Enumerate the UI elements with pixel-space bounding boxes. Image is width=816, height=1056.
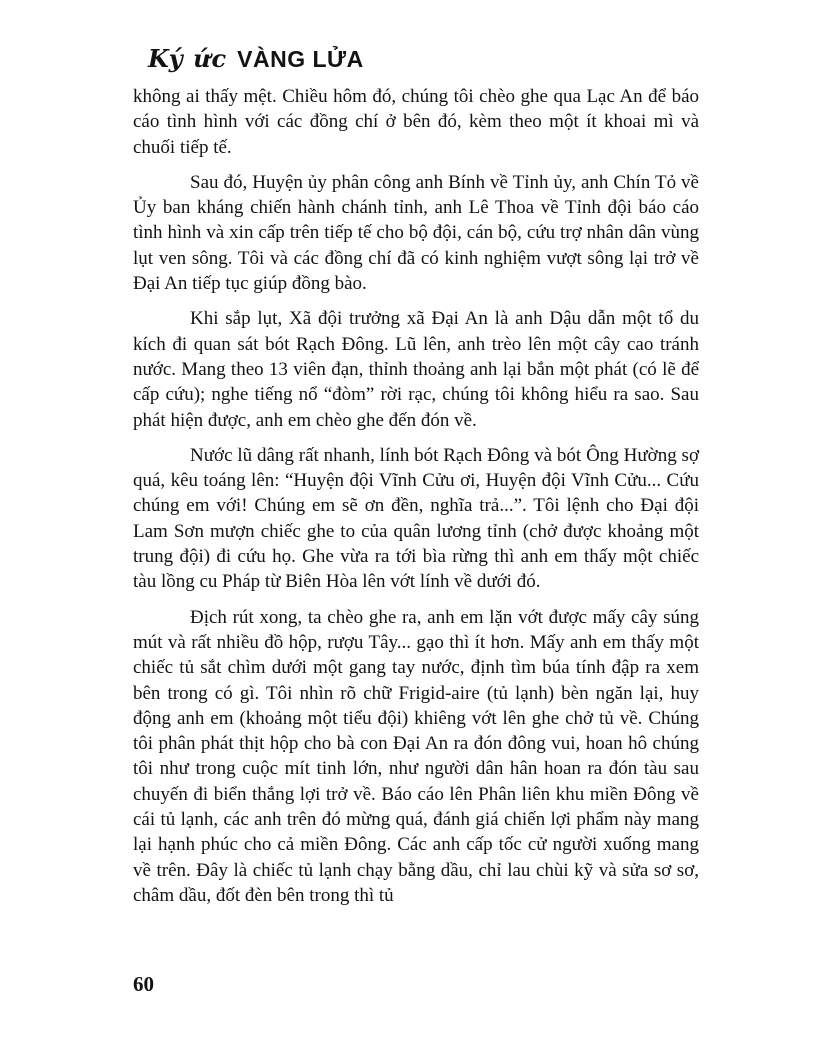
header-series-title: Ký ức [148,44,228,73]
paragraph: Khi sắp lụt, Xã đội trưởng xã Đại An là anh Dậu dẫn một tổ du kích đi quan sát bót Rạch Đông. Lũ lên, anh trèo lên một cây cao tránh nước. Mang theo 13 viên đạn, thỉnh thoảng anh lại bắn một phát (có lẽ để cấp cứu); nghe tiếng nổ “đòm” rời rạc, chúng tôi không hiểu ra sao. Sau phát hiện được, anh em chèo ghe đến đón về. [133,308,699,431]
page-number: 60 [133,972,154,996]
paragraph: Sau đó, Huyện ủy phân công anh Bính về Tỉnh ủy, anh Chín Tỏ về Ủy ban kháng chiến hành chánh tỉnh, anh Lê Thoa về Tỉnh đội báo cáo tình hình và xin cấp trên tiếp tế cho bộ đội, cán bộ, cứu trợ nhân dân vùng lụt ven sông. Tôi và các đồng chí đã có kinh nghiệm vượt sông lại trở về Đại An tiếp tục giúp đồng bào. [133,171,699,295]
running-header [148,44,364,73]
paragraph: Địch rút xong, ta chèo ghe ra, anh em lặn vớt được mấy cây súng mút và rất nhiều đồ hộp, rượu Tây... gạo thì ít hơn. Mấy anh em thấy một chiếc tủ sắt chìm dưới một gang tay nước, định tìm búa tính đập ra xem bên trong có gì. Tôi nhìn rõ chữ Frigid-aire (tủ lạnh) bèn ngăn lại, huy động anh em (khoảng một tiểu đội) khiêng vớt lên ghe chở tủ về. Chúng tôi phân phát thịt hộp cho bà con Đại An ra đón đông vui, hoan hô chúng tôi như trong cuộc mít tinh lớn, như người dân hân hoan ra đón tàu sau chuyến đi biển thắng lợi trở về. Báo cáo lên Phân liên khu miền Đông về cái tủ lạnh, các anh trên đó mừng quá, đánh giá chiến lợi phẩm này mang lại hạnh phúc cho cả miền Đông. Các anh cấp tốc cử người xuống mang về trên. Đây là chiếc tủ lạnh chạy bằng dầu, chỉ lau chùi kỹ và sửa sơ sơ, châm dầu, đốt đèn bên trong thì tủ [133,606,699,906]
paragraph: Nước lũ dâng rất nhanh, lính bót Rạch Đông và bót Ông Hường sợ quá, kêu toáng lên: “Huyện đội Vĩnh Cửu ơi, Huyện đội Vĩnh Cửu... Cứu chúng em với! Chúng em sẽ ơn đền, nghĩa trả...”. Tôi lệnh cho Đại đội Lam Sơn mượn chiếc ghe to của quân lương tỉnh (chở được khoảng một trung đội) đi cứu họ. Ghe vừa ra tới bìa rừng thì anh em thấy một chiếc tàu lồng cu Pháp từ Biên Hòa lên vớt lính về dưới đó. [133,444,699,593]
paragraph: không ai thấy mệt. Chiều hôm đó, chúng tôi chèo ghe qua Lạc An để báo cáo tình hình với các đồng chí ở bên đó, kèm theo một ít khoai mì và chuối tiếp tế. [133,86,699,158]
header-book-title: VÀNG LỬA [237,46,364,72]
body-text-block [133,84,699,918]
